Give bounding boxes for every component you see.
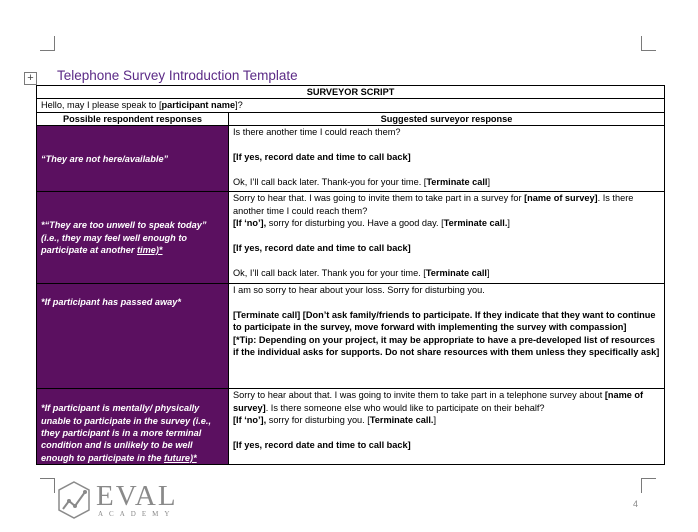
greeting-text: Hello, may I please speak to [ [41, 100, 162, 111]
response-text: *“They are too unwell to speak today” (i.e., they may feel well enough to participate at another [41, 220, 207, 255]
response-line: [If yes, record date and time to call back] [233, 152, 411, 163]
survey-name-placeholder: [name of survey] [233, 390, 644, 413]
table-header: SURVEYOR SCRIPT [37, 86, 665, 99]
response-text: . Is there another time I could reach them? [233, 193, 634, 216]
response-line [233, 192, 660, 217]
response-tip: [*Tip: Depending on your project, it may be appropriate to have a pre-developed list of resources if the individual asks for supports. Do not share resources with them unless they specifically ask] [233, 334, 660, 358]
surveyor-response-cell [229, 284, 665, 389]
response-text: ] [507, 218, 510, 229]
response-not-available [37, 126, 229, 192]
document-title: Telephone Survey Introduction Template [57, 68, 298, 83]
column-header-surveyor: Suggested surveyor response [229, 112, 665, 125]
response-line [233, 176, 660, 188]
response-too-unwell [37, 192, 229, 284]
surveyor-response-cell [229, 192, 665, 284]
table-row [37, 389, 665, 465]
table-row [37, 192, 665, 284]
column-header-responses: Possible respondent responses [37, 112, 229, 125]
response-text: *If participant is mentally/ physically unable to participate in the survey (i.e., they participant is in a more terminal condition and is unlikely to be well enough to participate in the [41, 403, 212, 463]
response-text: sorry for disturbing you. [ [266, 415, 370, 426]
table-header-row [37, 86, 665, 99]
response-line [233, 414, 660, 426]
table-row [37, 126, 665, 192]
crop-mark-bottom-left [40, 478, 55, 493]
logo-wordmark: EVAL [96, 480, 178, 512]
surveyor-script-table [36, 85, 665, 465]
column-header-row [37, 112, 665, 125]
greeting-placeholder: participant name [161, 100, 236, 111]
table-move-handle-icon[interactable]: + [24, 72, 37, 85]
response-text: Ok, I’ll call back later. Thank you for your time. [ [233, 267, 426, 278]
response-text: *If participant has passed away* [41, 297, 181, 308]
response-text: . Is there someone else who would like to participate on their behalf? [265, 402, 545, 413]
response-unable-to-participate [37, 389, 229, 465]
response-text: sorry for disturbing you. Have a good day. [ [266, 218, 444, 229]
greeting-cell [37, 99, 665, 112]
crop-mark-top-left [40, 36, 55, 51]
response-text: “They are not here/available” [41, 153, 169, 164]
page-number: 4 [633, 499, 639, 509]
if-no-label: [If ‘no’], [233, 415, 267, 426]
response-line [233, 267, 660, 279]
logo-subtitle: ACADEMY [98, 510, 176, 518]
greeting-end: ]? [235, 100, 243, 111]
response-passed-away [37, 284, 229, 389]
terminate-call-label: Terminate call [426, 176, 488, 187]
survey-name-placeholder: [name of survey] [524, 193, 598, 204]
response-text: ] [487, 176, 491, 187]
response-text: ] [433, 415, 437, 426]
response-line [233, 389, 660, 414]
response-text: ] [486, 267, 490, 278]
response-line: [If yes, record date and time to call back] [233, 439, 411, 450]
response-line: Is there another time I could reach them? [233, 127, 401, 138]
terminate-call-label: Terminate call [425, 267, 487, 278]
response-line: [Terminate call] [Don’t ask family/friends to participate. If they indicate that they want to continue to participate in the survey, move forward with implementing the survey with compassion] [233, 310, 656, 333]
response-text-tail: future)* [164, 452, 197, 463]
surveyor-response-cell [229, 126, 665, 192]
surveyor-response-cell [229, 389, 665, 465]
table-row [37, 284, 665, 389]
terminate-call-label: Terminate call. [443, 218, 508, 229]
greeting-row [37, 99, 665, 112]
response-text: Sorry to hear about that. I was going to invite them to take part in a telephone survey about [233, 390, 605, 401]
response-line [233, 217, 660, 229]
if-no-label: [If ‘no’], [233, 218, 267, 229]
terminate-call-label: Terminate call. [369, 415, 434, 426]
response-text-tail: time)* [136, 244, 163, 255]
crop-mark-top-right [641, 36, 656, 51]
response-text: Sorry to hear that. I was going to invite them to take part in a survey for [233, 193, 525, 204]
response-line: I am so sorry to hear about your loss. Sorry for disturbing you. [233, 285, 485, 296]
crop-mark-bottom-right [641, 478, 656, 493]
response-text: Ok, I’ll call back later. Thank-you for your time. [ [233, 176, 427, 187]
response-line: [If yes, record date and time to call back] [233, 242, 411, 253]
